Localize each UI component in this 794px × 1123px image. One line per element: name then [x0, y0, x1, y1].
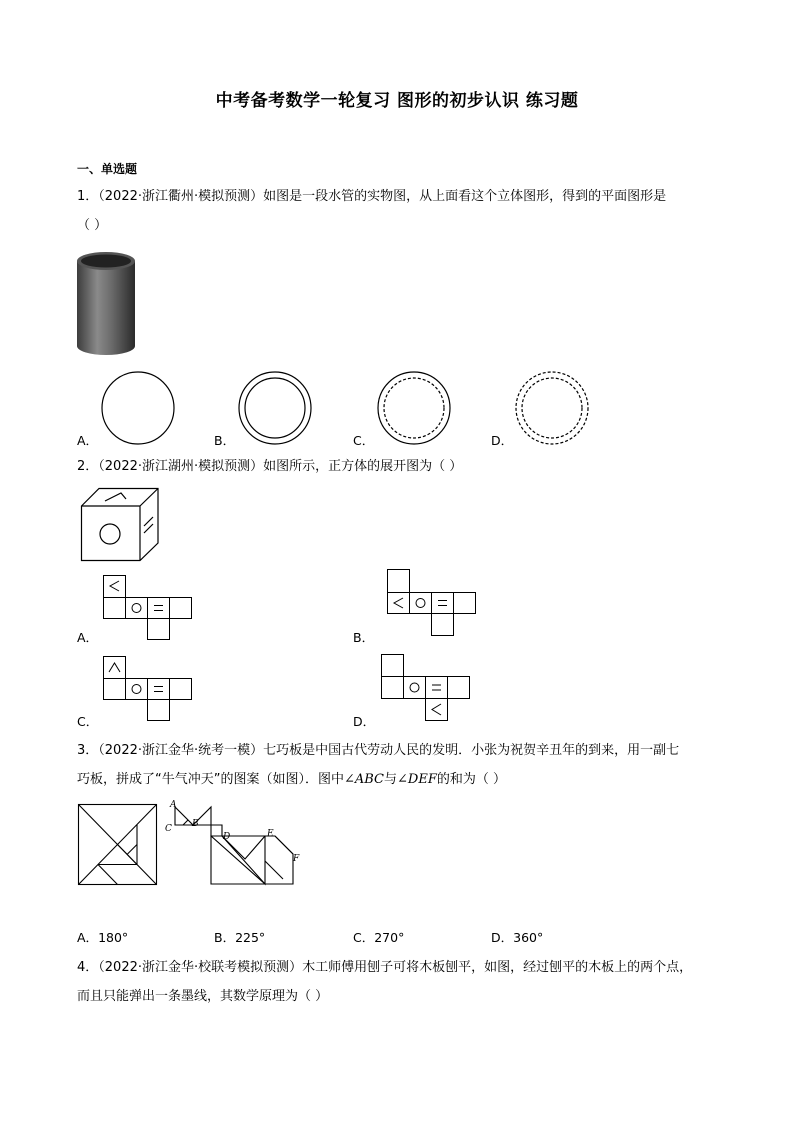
- q2-option-b-net: [387, 569, 479, 637]
- question-2-text: 2．（2022·浙江湖州·模拟预测）如图所示，正方体的展开图为（ ）: [77, 459, 463, 474]
- q3-option-b[interactable]: B．225°: [214, 930, 266, 945]
- q2-option-d-net: [381, 654, 473, 722]
- tangram-square: [78, 804, 158, 886]
- q2-option-c-label[interactable]: C．: [77, 714, 99, 729]
- question-3-line1: 3．（2022·浙江金华·统考一模）七巧板是中国古代劳动人民的发明．小张为祝贺辛丑年的到来，用一副七: [77, 743, 680, 758]
- pipe-image: [76, 250, 136, 356]
- q1-option-b-label[interactable]: B．: [214, 433, 236, 448]
- label-b: B: [192, 819, 199, 829]
- label-f: F: [293, 854, 300, 864]
- angle-def: ∠DEF: [397, 772, 437, 787]
- page-title: 中考备考数学一轮复习 图形的初步认识 练习题: [215, 91, 579, 111]
- q2-option-c-net: [103, 656, 193, 722]
- q3-option-a[interactable]: A．180°: [77, 930, 129, 945]
- q1-option-d-figure: [514, 370, 590, 446]
- q3-option-d[interactable]: D．360°: [491, 930, 544, 945]
- q1-option-a-figure: [100, 370, 176, 446]
- angle-abc: ∠ABC: [343, 772, 385, 787]
- q1-option-c-figure: [376, 370, 452, 446]
- section-heading: 一、单选题: [77, 162, 138, 176]
- q1-option-a-label[interactable]: A．: [77, 433, 99, 448]
- label-a: A: [170, 800, 177, 810]
- question-4-text: [77, 953, 717, 1011]
- q2-option-d-label[interactable]: D．: [353, 714, 376, 729]
- label-d: D: [223, 832, 231, 842]
- question-4-line1: 4．（2022·浙江金华·校联考模拟预测）木工师傅用刨子可将木板刨平，如图，经过刨平的木板上的两个点，: [77, 960, 693, 975]
- q2-option-a-net: [103, 575, 193, 641]
- question-3-line2: 巧板，拼成了“牛气冲天”的图案（如图）．图中∠ABC与∠DEF的和为（ ）: [77, 772, 506, 787]
- label-c: C: [165, 824, 172, 834]
- question-1-line2: （ ）: [77, 218, 108, 233]
- q3-option-c[interactable]: C．270°: [353, 930, 405, 945]
- q2-option-a-label[interactable]: A．: [77, 630, 99, 645]
- question-3-text: [77, 736, 717, 794]
- q1-option-b-figure: [237, 370, 313, 446]
- tangram-ox: [165, 801, 305, 887]
- q1-option-c-label[interactable]: C．: [353, 433, 375, 448]
- question-1-text: [77, 182, 717, 240]
- label-e: E: [267, 829, 274, 839]
- question-4-line2: 而且只能弹出一条墨线，其数学原理为（ ）: [77, 989, 329, 1004]
- question-1-line1: 1．（2022·浙江衢州·模拟预测）如图是一段水管的实物图，从上面看这个立体图形，得到的平面图形是: [77, 189, 667, 204]
- cube-figure: [81, 488, 161, 562]
- q2-option-b-label[interactable]: B．: [353, 630, 375, 645]
- q1-option-d-label[interactable]: D．: [491, 433, 514, 448]
